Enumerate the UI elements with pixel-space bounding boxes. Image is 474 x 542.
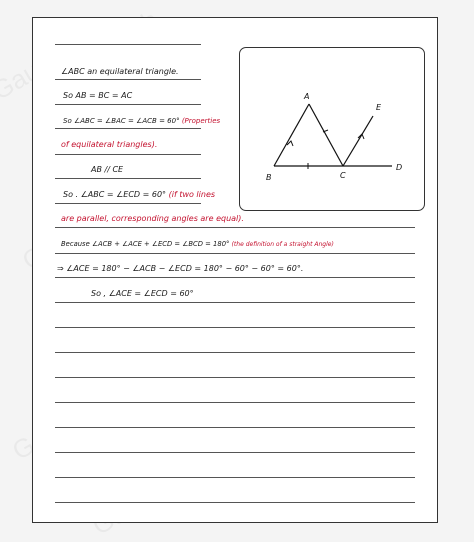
note-line-4: of equilateral triangles). bbox=[61, 140, 158, 149]
notebook-page bbox=[32, 17, 438, 523]
label-c: C bbox=[340, 171, 346, 180]
note-line-10: So , ∠ACE = ∠ECD = 60° bbox=[91, 289, 194, 298]
ruled-line bbox=[55, 104, 201, 105]
label-b: B bbox=[266, 173, 272, 182]
ruled-line bbox=[55, 178, 201, 179]
ruled-line bbox=[55, 402, 415, 403]
segment-ab bbox=[274, 104, 309, 166]
ruled-line bbox=[55, 502, 415, 503]
note-line-3-statement: So ∠ABC = ∠BAC = ∠ACB = 60° bbox=[63, 117, 180, 125]
ruled-line bbox=[55, 128, 201, 129]
ruled-line bbox=[55, 427, 415, 428]
note-line-7: are parallel, corresponding angles are equal). bbox=[61, 214, 244, 223]
note-line-9: ⇒ ∠ACE = 180° − ∠ACB − ∠ECD = 180° − 60° − 60° = 60°. bbox=[57, 264, 304, 273]
note-line-6-statement: So . ∠ABC = ∠ECD = 60° bbox=[63, 190, 167, 199]
ruled-line bbox=[55, 327, 415, 328]
label-e: E bbox=[376, 103, 382, 112]
ruled-line bbox=[55, 253, 415, 254]
geometry-figure bbox=[239, 47, 425, 211]
note-line-8-reason: (the definition of a straight Angle) bbox=[231, 241, 334, 248]
note-line-3 bbox=[63, 115, 220, 127]
ruled-line bbox=[55, 352, 415, 353]
ruled-line bbox=[55, 477, 415, 478]
note-line-3-reason: (Properties bbox=[181, 117, 221, 125]
ruled-line bbox=[55, 154, 201, 155]
note-line-2: So AB = BC = AC bbox=[63, 91, 133, 100]
ruled-line bbox=[55, 227, 415, 228]
note-line-8-statement: Because ∠ACB + ∠ACE + ∠ECD = ∠BCD = 180° bbox=[61, 240, 230, 248]
ruled-line bbox=[55, 44, 201, 45]
ruled-line bbox=[55, 452, 415, 453]
ruled-line bbox=[55, 302, 415, 303]
segment-ac bbox=[309, 104, 343, 166]
triangle-diagram bbox=[240, 48, 424, 210]
ruled-line bbox=[55, 79, 201, 80]
note-line-8 bbox=[61, 238, 334, 251]
note-line-6-reason: (if two lines bbox=[168, 190, 216, 199]
segment-ce bbox=[343, 116, 373, 166]
note-line-5: AB // CE bbox=[91, 165, 124, 174]
note-line-1: ∠ABC an equilateral triangle. bbox=[61, 67, 179, 76]
ruled-line bbox=[55, 203, 201, 204]
ruled-line bbox=[55, 377, 415, 378]
ruled-line bbox=[55, 277, 415, 278]
note-line-6 bbox=[63, 189, 215, 201]
label-a: A bbox=[304, 92, 310, 101]
label-d: D bbox=[396, 163, 403, 172]
